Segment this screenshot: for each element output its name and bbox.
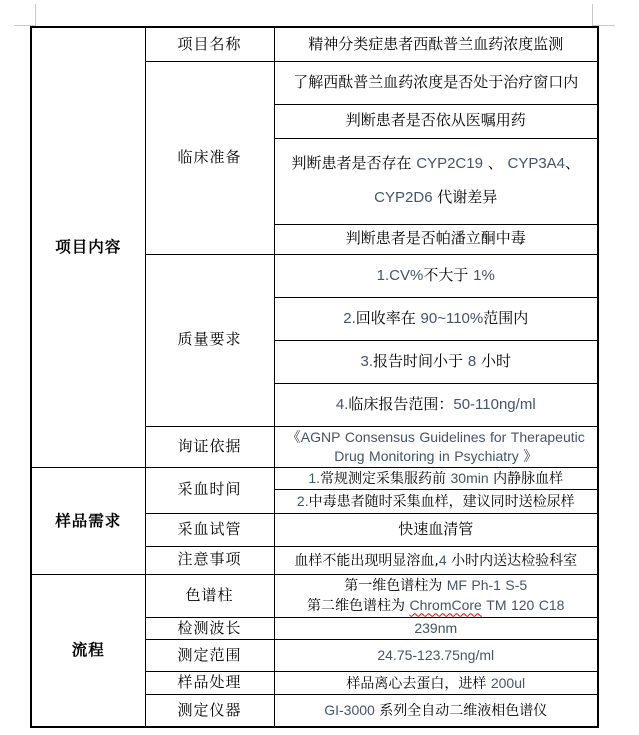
- latin-text: Consensus: [344, 428, 415, 445]
- latin-text: 1.CV%: [376, 266, 424, 284]
- group-cell-sample-requirements: 样品需求: [31, 467, 145, 574]
- cell-notes-value: 血样不能出现明显溶血,4 小时内送达检验科室: [274, 546, 598, 574]
- latin-text: 24.75-123.75ng/ml: [377, 647, 495, 664]
- latin-text: in: [438, 447, 450, 464]
- latin-text: Ph-1: [471, 576, 501, 593]
- cell-quality-item-3: 3.报告时间小于 8 小时: [274, 340, 598, 383]
- cell-project-name-value: 精神分类症患者西酞普兰血药浓度监测: [274, 27, 598, 61]
- table-row: [31, 27, 598, 61]
- latin-text: TM: [486, 596, 507, 613]
- latin-text: Psychiatry: [454, 447, 519, 464]
- clinical-purpose-3-line-1: 判断患者是否存在 CYP2C19 、 CYP3A4、: [291, 154, 581, 173]
- latin-text: 2.: [296, 492, 309, 509]
- row-label-evidence: 询证依据: [145, 426, 274, 467]
- project-table: [30, 26, 599, 728]
- latin-text: GI-3000: [324, 701, 375, 718]
- row-label-notes: 注意事项: [145, 546, 274, 574]
- latin-text: 120: [510, 596, 535, 613]
- latin-text: 90~110%: [420, 309, 484, 327]
- cell-evidence-value: [274, 426, 598, 467]
- row-label-project-name: 项目名称: [145, 27, 274, 61]
- cell-clinical-purpose-2: 判断患者是否依从医嘱用药: [274, 104, 598, 138]
- cell-range-value: [274, 640, 598, 672]
- group-cell-process: 流程: [31, 574, 145, 727]
- row-label-instrument: 测定仪器: [145, 695, 274, 727]
- table-row: [31, 574, 598, 617]
- cell-blood-time-item-1: 1.常规测定采集服药前 30min 内静脉血样: [274, 467, 598, 489]
- cell-quality-item-1: 1.CV%不大于 1%: [274, 254, 598, 297]
- crop-mark-vertical: [35, 4, 36, 25]
- latin-text: 8: [467, 352, 477, 370]
- latin-text: AGNP: [300, 428, 341, 445]
- cell-sample-prep-value: 样品离心去蛋白，进样 200ul: [274, 672, 598, 695]
- row-label-wavelength: 检测波长: [145, 617, 274, 640]
- latin-text: C18: [538, 596, 565, 613]
- cell-chromatography-value: [274, 574, 598, 617]
- latin-text: Guidelines: [419, 428, 486, 445]
- row-label-range: 测定范围: [145, 640, 274, 672]
- cell-instrument-value: GI-3000 系列全自动二维液相色谱仪: [274, 695, 598, 727]
- row-label-clinical-prep: 临床准备: [145, 61, 274, 254]
- group-cell-project-content: 项目内容: [31, 27, 145, 467]
- latin-text: 50-110ng/ml: [453, 395, 536, 413]
- cell-clinical-purpose-3: [274, 138, 598, 224]
- latin-text: Drug: [334, 447, 365, 464]
- latin-text: 1.: [308, 469, 321, 486]
- cell-blood-time-item-2: 2.中毒患者随时采集血样，建议同时送检尿样: [274, 489, 598, 513]
- latin-text: CYP2D6: [374, 189, 433, 207]
- row-label-sample-prep: 样品处理: [145, 672, 274, 695]
- row-label-blood-time: 采血时间: [145, 467, 274, 513]
- latin-text: for: [490, 428, 507, 445]
- row-label-quality: 质量要求: [145, 254, 274, 426]
- latin-text: S-5: [505, 576, 528, 593]
- latin-text: ChromCore: [409, 596, 482, 613]
- cell-quality-item-4: 4.临床报告范围：50-110ng/ml: [274, 383, 598, 426]
- latin-text: MF: [446, 576, 467, 593]
- crop-mark-vertical: [592, 4, 593, 25]
- chromatography-line-1: 第一维色谱柱为 MF Ph-1 S-5: [344, 576, 528, 594]
- row-label-chromatography-column: 色谱柱: [145, 574, 274, 617]
- cell-blood-tube-value: 快速血清管: [274, 513, 598, 546]
- row-label-blood-tube: 采血试管: [145, 513, 274, 546]
- latin-text: CYP2C19: [416, 155, 483, 173]
- cell-clinical-purpose-1: 了解西酞普兰血药浓度是否处于治疗窗口内: [274, 61, 598, 104]
- latin-text: 2.: [343, 309, 356, 327]
- clinical-purpose-3-line-2: CYP2D6 代谢差异: [374, 188, 498, 207]
- latin-text: Monitoring: [369, 447, 435, 464]
- evidence-line-2: Drug Monitoring in Psychiatry 》: [334, 447, 538, 465]
- evidence-line-1: 《AGNP Consensus Guidelines for Therapeutic: [286, 428, 585, 446]
- latin-text: CYP3A4: [507, 155, 566, 173]
- latin-text: 3.: [360, 352, 374, 370]
- latin-text: 1%: [473, 266, 495, 284]
- latin-text: 30min: [450, 469, 489, 486]
- latin-text: 4.: [335, 395, 349, 413]
- latin-text: 239nm: [414, 619, 458, 636]
- cell-quality-item-2: 2.回收率在 90~110%范围内: [274, 297, 598, 340]
- latin-text: 200ul: [490, 674, 526, 691]
- latin-text: Therapeutic: [510, 428, 585, 445]
- cell-clinical-purpose-4: 判断患者是否帕潘立酮中毒: [274, 224, 598, 254]
- latin-text: 4: [438, 551, 447, 568]
- cell-wavelength-value: [274, 617, 598, 640]
- table-row: [31, 467, 598, 489]
- chromatography-line-2: 第二维色谱柱为 ChromCore TM 120 C18: [307, 596, 565, 614]
